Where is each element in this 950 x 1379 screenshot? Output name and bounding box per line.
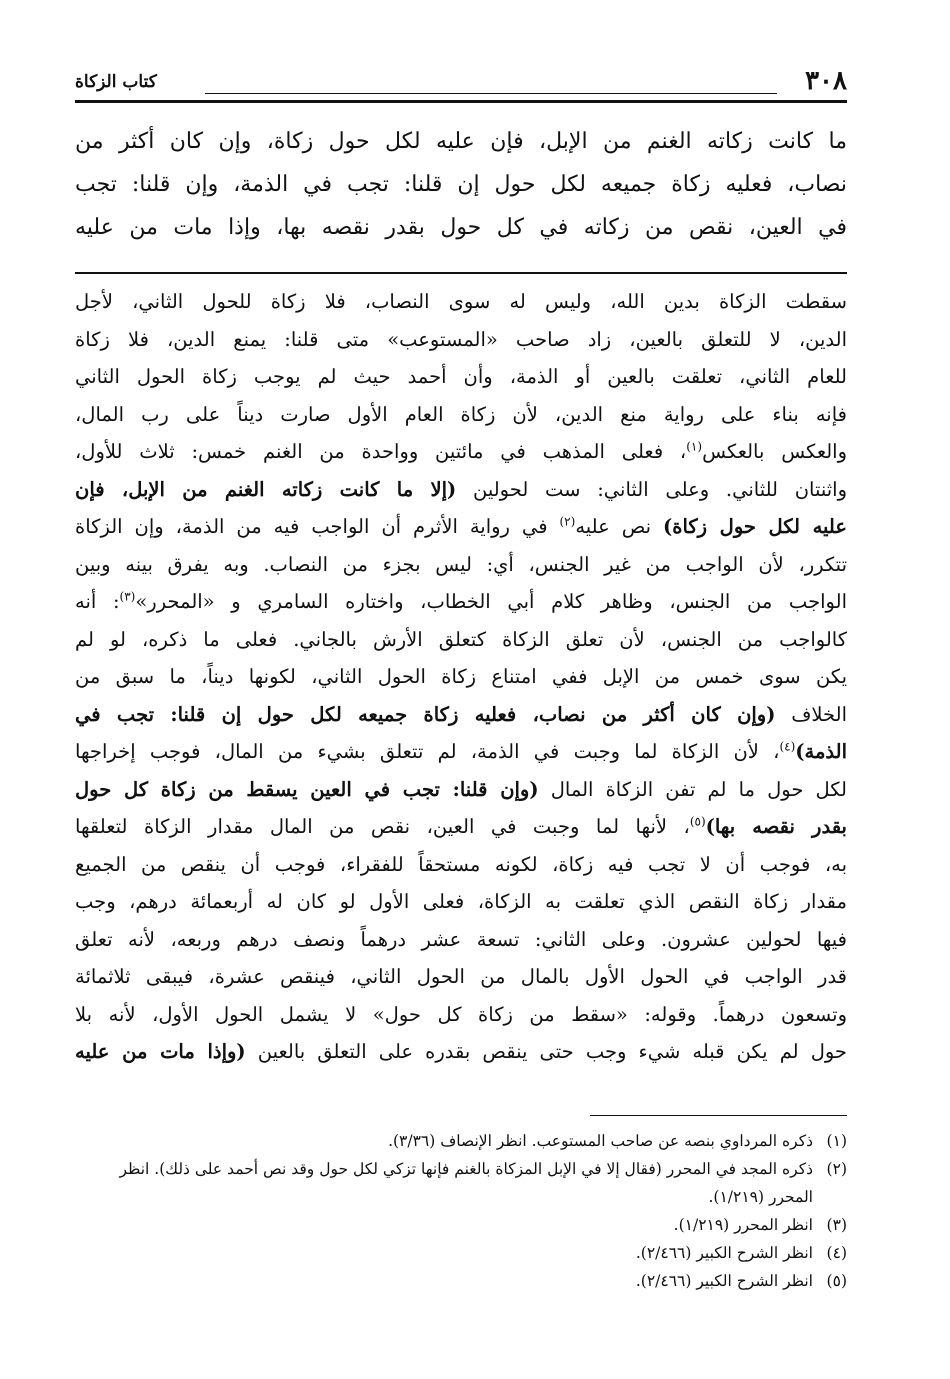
commentary-text-segment: لكل حول ما لم تفن الزكاة المال [538, 777, 847, 801]
footnote-reference: (١) [686, 439, 703, 454]
commentary-text-segment: الواجب من الجنس، وظاهر كلام أبي الخطاب، واختاره السامري و «المحرر» [135, 590, 847, 613]
footnote-number: (٣) [826, 1216, 847, 1234]
commentary-line [75, 508, 847, 546]
commentary-line [75, 283, 847, 321]
footnote-text: انظر الشرح الكبير (٢/٤٦٦). [635, 1244, 813, 1262]
footnote-number: (٤) [826, 1244, 847, 1262]
matn-line: ما كانت زكاته الغنم من الإبل، فإن عليه لكل حول زكاة، وإن كان أكثر من [75, 129, 847, 154]
commentary-text-segment: تتكرر، لأن الواجب من غير الجنس، أي: ليس بجزء من النصاب. وبه يفرق بينه وبين [75, 552, 847, 576]
footnote [75, 1211, 847, 1239]
running-title: كتاب الزكاة [75, 72, 157, 92]
quoted-matn-text: عليه لكل حول زكاة) [663, 515, 847, 538]
commentary-text-segment: فيها لحولين عشرون. وعلى الثاني: تسعة عشر درهماً ونصف درهم وربعه، لأنه تعلق [75, 927, 847, 951]
footnote-number: (٥) [826, 1272, 847, 1290]
commentary-text-segment: ، لأن الزكاة لما وجبت في الذمة، لم تتعلق بشيء من المال، فوجب إخراجها [75, 740, 780, 763]
footnote-text: انظر المحرر (١/٢١٩). [673, 1216, 813, 1234]
commentary-line [75, 433, 847, 471]
commentary-text-segment: والعكس بالعكس [702, 440, 848, 463]
footnote-text: انظر الشرح الكبير (٢/٤٦٦). [635, 1272, 813, 1290]
matn-text [75, 120, 847, 249]
footnote [75, 1155, 847, 1211]
commentary-line [75, 658, 847, 696]
quoted-matn-text: (وإذا مات من عليه [75, 1040, 246, 1063]
commentary-text-segment: به، فوجب أن لا تجب فيه زكاة، لكونه مستحقاً للفقراء، فوجب أن ينقص من الجميع [75, 852, 847, 876]
matn-line: في العين، نقص من زكاته في كل حول بقدر نقصه بها، وإذا مات من عليه [75, 215, 847, 240]
commentary-text-segment: كالواجب من الجنس، لأن تعلق الزكاة كتعلق الأرش بالجاني. فعلى ما ذكره، لو لم [75, 627, 847, 651]
commentary-text-segment: الدين، لا للتعلق بالعين، زاد صاحب «المستوعب» متى قلنا: يمنع الدين، فلا زكاة [75, 327, 847, 351]
quoted-matn-text: (وإن كان أكثر من نصاب، فعليه زكاة جميعه لكل حول إن قلنا: تجب في [75, 702, 776, 726]
commentary-line [75, 808, 847, 846]
commentary-text-segment: نص عليه [575, 515, 664, 538]
page-number: ٣٠٨ [805, 66, 847, 96]
commentary-text-segment: الخلاف [775, 702, 848, 726]
commentary-line [75, 921, 847, 959]
matn-commentary-divider [75, 272, 847, 274]
commentary-text-segment: : أنه [75, 590, 120, 613]
commentary-text-segment: في رواية الأثرم أن الواجب فيه من الذمة، وإن الزكاة [75, 515, 560, 538]
commentary-text-segment: قدر الواجب في الحول الأول بالمال من الحول الثاني، فينقص عشرة، فيبقى ثلاثمائة [75, 965, 847, 988]
commentary-text [75, 283, 847, 1071]
quoted-matn-text: الذمة) [795, 740, 847, 763]
commentary-line [75, 358, 847, 396]
footnote [75, 1267, 847, 1295]
quoted-matn-text: (وإن قلنا: تجب في العين يسقط من زكاة كل حول [75, 777, 539, 801]
commentary-line [75, 696, 847, 734]
commentary-line [75, 583, 847, 621]
quoted-matn-text: بقدر نقصه بها) [705, 815, 847, 838]
footnote-text: ذكره المرداوي بنصه عن صاحب المستوعب. انظر الإنصاف (٣/٣٦). [388, 1132, 813, 1150]
commentary-line [75, 958, 847, 996]
commentary-text-segment: واثنتان للثاني. وعلى الثاني: ست لحولين [456, 477, 847, 501]
footnote-divider [590, 1115, 847, 1116]
commentary-text-segment: وتسعون درهماً. وقوله: «سقط من زكاة كل حول» لا يشمل الحول الأول، لأنه بلا [75, 1002, 847, 1026]
matn-line: نصاب، فعليه زكاة جميعه لكل حول إن قلنا: تجب في الذمة، وإن قلنا: تجب [75, 172, 847, 197]
commentary-text-segment: مقدار زكاة النقص الذي تعلقت به الزكاة، فعلى الأول لو كان له أربعمائة درهم، وجب [75, 890, 847, 913]
commentary-line [75, 1033, 847, 1071]
commentary-text-segment: فإنه بناء على رواية منع الدين، لأن زكاة العام الأول صارت ديناً على رب المال، [75, 402, 847, 426]
header-rule [205, 93, 777, 94]
commentary-line [75, 396, 847, 434]
footnotes [75, 1127, 847, 1295]
commentary-line [75, 996, 847, 1034]
commentary-text-segment: يكن سوى خمس من الإبل ففي امتناع زكاة الحول الثاني، لكونها ديناً، ما سبق من [75, 665, 847, 688]
commentary-line [75, 771, 847, 809]
page-header [75, 66, 847, 100]
footnote-reference: (٥) [689, 814, 706, 829]
commentary-line [75, 846, 847, 884]
commentary-line [75, 471, 847, 509]
footnote-reference: (٣) [119, 589, 136, 604]
footnote-number: (٢) [826, 1160, 847, 1178]
footnote-reference: (٢) [559, 514, 576, 529]
commentary-line [75, 321, 847, 359]
commentary-text-segment: حول لم يكن قبله شيء وجب حتى ينقص بقدره على التعلق بالعين [245, 1040, 847, 1063]
footnote-number: (١) [826, 1132, 847, 1150]
commentary-text-segment: ، فعلى المذهب في مائتين وواحدة من الغنم خمس: ثلاث للأول، [75, 440, 687, 463]
footnote [75, 1127, 847, 1155]
commentary-line [75, 621, 847, 659]
commentary-line [75, 546, 847, 584]
header-divider [75, 100, 847, 103]
commentary-text-segment: سقطت الزكاة بدين الله، وليس له سوى النصاب، فلا زكاة للحول الثاني، لأجل [75, 290, 847, 313]
commentary-text-segment: للعام الثاني، تعلقت بالعين أو الذمة، وأن أحمد حيث لم يوجب زكاة الحول الثاني [75, 365, 847, 388]
footnote-reference: (٤) [779, 739, 796, 754]
commentary-line [75, 883, 847, 921]
footnote-text: ذكره المجد في المحرر (فقال إلا في الإبل المزكاة بالغنم فإنها تزكي لكل حول وقد نص أحمد على ذلك). انظر المحرر (١/٢١٩). [119, 1160, 813, 1206]
quoted-matn-text: (إلا ما كانت زكاته الغنم من الإبل، فإن [75, 477, 457, 501]
footnote [75, 1239, 847, 1267]
commentary-text-segment: ، لأنها لما وجبت في العين، نقص من المال مقدار الزكاة لتعلقها [75, 815, 690, 838]
commentary-line [75, 733, 847, 771]
